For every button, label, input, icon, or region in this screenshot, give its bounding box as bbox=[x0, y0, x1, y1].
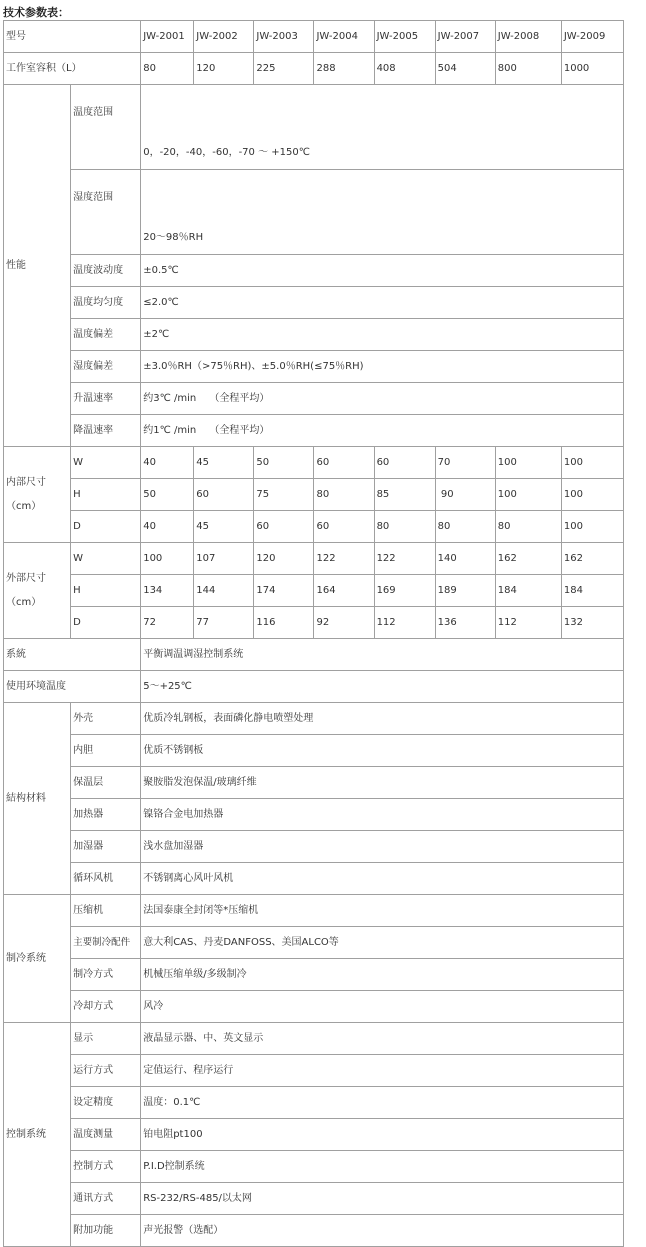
performance-row bbox=[4, 351, 624, 383]
dim-cell: 85 bbox=[374, 479, 435, 511]
perf-value: 约1℃ /min （全程平均） bbox=[141, 415, 624, 447]
control-row bbox=[4, 1151, 624, 1183]
refrigeration-row bbox=[4, 895, 624, 927]
control-row bbox=[4, 1087, 624, 1119]
dim-cell: 112 bbox=[374, 607, 435, 639]
outer-size-unit: （cm） bbox=[6, 596, 42, 608]
control-value: RS-232/RS-485/以太网 bbox=[141, 1183, 624, 1215]
dim-cell: 50 bbox=[254, 447, 314, 479]
volume-cell: 288 bbox=[314, 53, 374, 85]
inner-size-label: 内部尺寸 bbox=[6, 476, 46, 488]
inner-size-row bbox=[4, 479, 624, 511]
control-row bbox=[4, 1023, 624, 1055]
volume-cell: 225 bbox=[254, 53, 314, 85]
volume-cell: 1000 bbox=[561, 53, 623, 85]
model-row bbox=[4, 21, 624, 53]
dim-cell: 162 bbox=[561, 543, 623, 575]
system-value: 平衡调温调湿控制系统 bbox=[141, 639, 624, 671]
dim-cell: 100 bbox=[561, 511, 623, 543]
control-row bbox=[4, 1183, 624, 1215]
structure-label: 保温层 bbox=[71, 767, 141, 799]
control-value: 铂电阻pt100 bbox=[141, 1119, 624, 1151]
dim-label: W bbox=[71, 543, 141, 575]
dim-label: H bbox=[71, 575, 141, 607]
refrigeration-row bbox=[4, 959, 624, 991]
inner-size-row bbox=[4, 511, 624, 543]
control-label: 温度测量 bbox=[71, 1119, 141, 1151]
dim-cell: 174 bbox=[254, 575, 314, 607]
perf-value: ±0.5℃ bbox=[141, 255, 624, 287]
control-row bbox=[4, 1055, 624, 1087]
performance-row bbox=[4, 287, 624, 319]
dim-cell: 100 bbox=[495, 479, 561, 511]
refrigeration-row bbox=[4, 927, 624, 959]
table-title: 技术参数表： bbox=[3, 6, 69, 19]
dim-cell: 75 bbox=[254, 479, 314, 511]
dim-cell: 80 bbox=[314, 479, 374, 511]
refrigeration-label: 主要制冷配件 bbox=[71, 927, 141, 959]
dim-cell: 140 bbox=[435, 543, 495, 575]
model-cell: JW-2005 bbox=[374, 21, 435, 53]
dim-label: D bbox=[71, 511, 141, 543]
performance-row bbox=[4, 170, 624, 255]
dim-cell: 80 bbox=[374, 511, 435, 543]
dim-cell: 80 bbox=[495, 511, 561, 543]
refrigeration-group-label: 制冷系统 bbox=[4, 895, 71, 1023]
perf-label: 湿度偏差 bbox=[71, 351, 141, 383]
inner-size-group-label bbox=[4, 447, 71, 543]
dim-cell: 189 bbox=[435, 575, 495, 607]
control-group-label: 控制系统 bbox=[4, 1023, 71, 1247]
spec-table bbox=[3, 20, 624, 1247]
control-row bbox=[4, 1119, 624, 1151]
control-value: P.I.D控制系统 bbox=[141, 1151, 624, 1183]
outer-size-row bbox=[4, 575, 624, 607]
model-cell: JW-2009 bbox=[561, 21, 623, 53]
volume-cell: 80 bbox=[141, 53, 194, 85]
outer-size-label: 外部尺寸 bbox=[6, 572, 46, 584]
dim-label: D bbox=[71, 607, 141, 639]
dim-cell: 50 bbox=[141, 479, 194, 511]
dim-cell: 100 bbox=[495, 447, 561, 479]
control-value: 温度：0.1℃ bbox=[141, 1087, 624, 1119]
perf-label: 温度均匀度 bbox=[71, 287, 141, 319]
control-value: 声光报警（选配） bbox=[141, 1215, 624, 1247]
perf-value: ≤2.0℃ bbox=[141, 287, 624, 319]
dim-cell: 132 bbox=[561, 607, 623, 639]
structure-label: 内胆 bbox=[71, 735, 141, 767]
refrigeration-value: 风冷 bbox=[141, 991, 624, 1023]
model-cell: JW-2007 bbox=[435, 21, 495, 53]
refrigeration-value: 意大利CAS、丹麦DANFOSS、美国ALCO等 bbox=[141, 927, 624, 959]
structure-row bbox=[4, 863, 624, 895]
performance-row bbox=[4, 383, 624, 415]
perf-value: ±2℃ bbox=[141, 319, 624, 351]
dim-cell: 60 bbox=[194, 479, 254, 511]
volume-cell: 800 bbox=[495, 53, 561, 85]
dim-label: W bbox=[71, 447, 141, 479]
dim-cell: 112 bbox=[495, 607, 561, 639]
refrigeration-value: 机械压缩单级/多级制冷 bbox=[141, 959, 624, 991]
model-cell: JW-2001 bbox=[141, 21, 194, 53]
volume-cell: 504 bbox=[435, 53, 495, 85]
volume-cell: 408 bbox=[374, 53, 435, 85]
performance-group-label: 性能 bbox=[4, 85, 71, 447]
control-label: 附加功能 bbox=[71, 1215, 141, 1247]
dim-cell: 184 bbox=[495, 575, 561, 607]
outer-size-row bbox=[4, 607, 624, 639]
structure-label: 加湿器 bbox=[71, 831, 141, 863]
performance-row bbox=[4, 255, 624, 287]
structure-row bbox=[4, 703, 624, 735]
perf-label: 温度偏差 bbox=[71, 319, 141, 351]
structure-group-label: 結构材料 bbox=[4, 703, 71, 895]
performance-row bbox=[4, 85, 624, 170]
control-label: 运行方式 bbox=[71, 1055, 141, 1087]
perf-value: 20～98％RH bbox=[141, 170, 624, 255]
dim-cell: 136 bbox=[435, 607, 495, 639]
dim-cell: 60 bbox=[314, 447, 374, 479]
dim-cell: 92 bbox=[314, 607, 374, 639]
perf-label: 湿度范围 bbox=[71, 170, 141, 255]
dim-cell: 134 bbox=[141, 575, 194, 607]
volume-cell: 120 bbox=[194, 53, 254, 85]
dim-cell: 45 bbox=[194, 511, 254, 543]
dim-cell: 60 bbox=[314, 511, 374, 543]
dim-cell: 120 bbox=[254, 543, 314, 575]
ambient-value: 5～+25℃ bbox=[141, 671, 624, 703]
inner-size-unit: （cm） bbox=[6, 500, 42, 512]
dim-cell: 40 bbox=[141, 447, 194, 479]
control-label: 控制方式 bbox=[71, 1151, 141, 1183]
dim-cell: 77 bbox=[194, 607, 254, 639]
volume-row bbox=[4, 53, 624, 85]
structure-label: 循环风机 bbox=[71, 863, 141, 895]
performance-row bbox=[4, 319, 624, 351]
structure-label: 外壳 bbox=[71, 703, 141, 735]
perf-value: 0，-20，-40，-60，-70 ～ +150℃ bbox=[141, 85, 624, 170]
refrigeration-label: 制冷方式 bbox=[71, 959, 141, 991]
dim-cell: 184 bbox=[561, 575, 623, 607]
dim-cell: 164 bbox=[314, 575, 374, 607]
dim-cell: 107 bbox=[194, 543, 254, 575]
system-row bbox=[4, 639, 624, 671]
structure-label: 加热器 bbox=[71, 799, 141, 831]
ambient-row bbox=[4, 671, 624, 703]
outer-size-group-label bbox=[4, 543, 71, 639]
system-label: 系統 bbox=[4, 639, 141, 671]
model-cell: JW-2002 bbox=[194, 21, 254, 53]
structure-row bbox=[4, 831, 624, 863]
structure-value: 优质不锈钢板 bbox=[141, 735, 624, 767]
model-label: 型号 bbox=[4, 21, 141, 53]
dim-cell: 90 bbox=[435, 479, 495, 511]
perf-label: 降温速率 bbox=[71, 415, 141, 447]
dim-cell: 60 bbox=[254, 511, 314, 543]
model-cell: JW-2008 bbox=[495, 21, 561, 53]
dim-cell: 40 bbox=[141, 511, 194, 543]
control-row bbox=[4, 1215, 624, 1247]
volume-label: 工作室容积（L） bbox=[4, 53, 141, 85]
dim-cell: 60 bbox=[374, 447, 435, 479]
dim-cell: 122 bbox=[314, 543, 374, 575]
dim-cell: 100 bbox=[561, 479, 623, 511]
structure-value: 镍铬合金电加热器 bbox=[141, 799, 624, 831]
perf-value: 约3℃ /min （全程平均） bbox=[141, 383, 624, 415]
perf-label: 温度波动度 bbox=[71, 255, 141, 287]
dim-cell: 100 bbox=[141, 543, 194, 575]
control-label: 显示 bbox=[71, 1023, 141, 1055]
refrigeration-value: 法国泰康全封闭等*压缩机 bbox=[141, 895, 624, 927]
ambient-label: 使用环境温度 bbox=[4, 671, 141, 703]
control-value: 定值运行、程序运行 bbox=[141, 1055, 624, 1087]
structure-value: 聚胺脂发泡保温/玻璃纤维 bbox=[141, 767, 624, 799]
model-cell: JW-2003 bbox=[254, 21, 314, 53]
perf-label: 温度范围 bbox=[71, 85, 141, 170]
structure-row bbox=[4, 799, 624, 831]
dim-cell: 100 bbox=[561, 447, 623, 479]
refrigeration-row bbox=[4, 991, 624, 1023]
dim-label: H bbox=[71, 479, 141, 511]
perf-label: 升温速率 bbox=[71, 383, 141, 415]
performance-row bbox=[4, 415, 624, 447]
structure-value: 不锈钢离心风叶风机 bbox=[141, 863, 624, 895]
control-label: 通讯方式 bbox=[71, 1183, 141, 1215]
control-value: 液晶显示器、中、英文显示 bbox=[141, 1023, 624, 1055]
perf-value: ±3.0％RH（>75％RH)、±5.0％RH(≤75％RH) bbox=[141, 351, 624, 383]
dim-cell: 122 bbox=[374, 543, 435, 575]
outer-size-row bbox=[4, 543, 624, 575]
inner-size-row bbox=[4, 447, 624, 479]
refrigeration-label: 压缩机 bbox=[71, 895, 141, 927]
structure-value: 浅水盘加湿器 bbox=[141, 831, 624, 863]
control-label: 设定精度 bbox=[71, 1087, 141, 1119]
structure-row bbox=[4, 735, 624, 767]
dim-cell: 45 bbox=[194, 447, 254, 479]
dim-cell: 70 bbox=[435, 447, 495, 479]
structure-value: 优质冷轧钢板，表面磷化静电喷塑处理 bbox=[141, 703, 624, 735]
refrigeration-label: 冷却方式 bbox=[71, 991, 141, 1023]
dim-cell: 144 bbox=[194, 575, 254, 607]
dim-cell: 169 bbox=[374, 575, 435, 607]
dim-cell: 162 bbox=[495, 543, 561, 575]
dim-cell: 116 bbox=[254, 607, 314, 639]
model-cell: JW-2004 bbox=[314, 21, 374, 53]
structure-row bbox=[4, 767, 624, 799]
dim-cell: 72 bbox=[141, 607, 194, 639]
dim-cell: 80 bbox=[435, 511, 495, 543]
